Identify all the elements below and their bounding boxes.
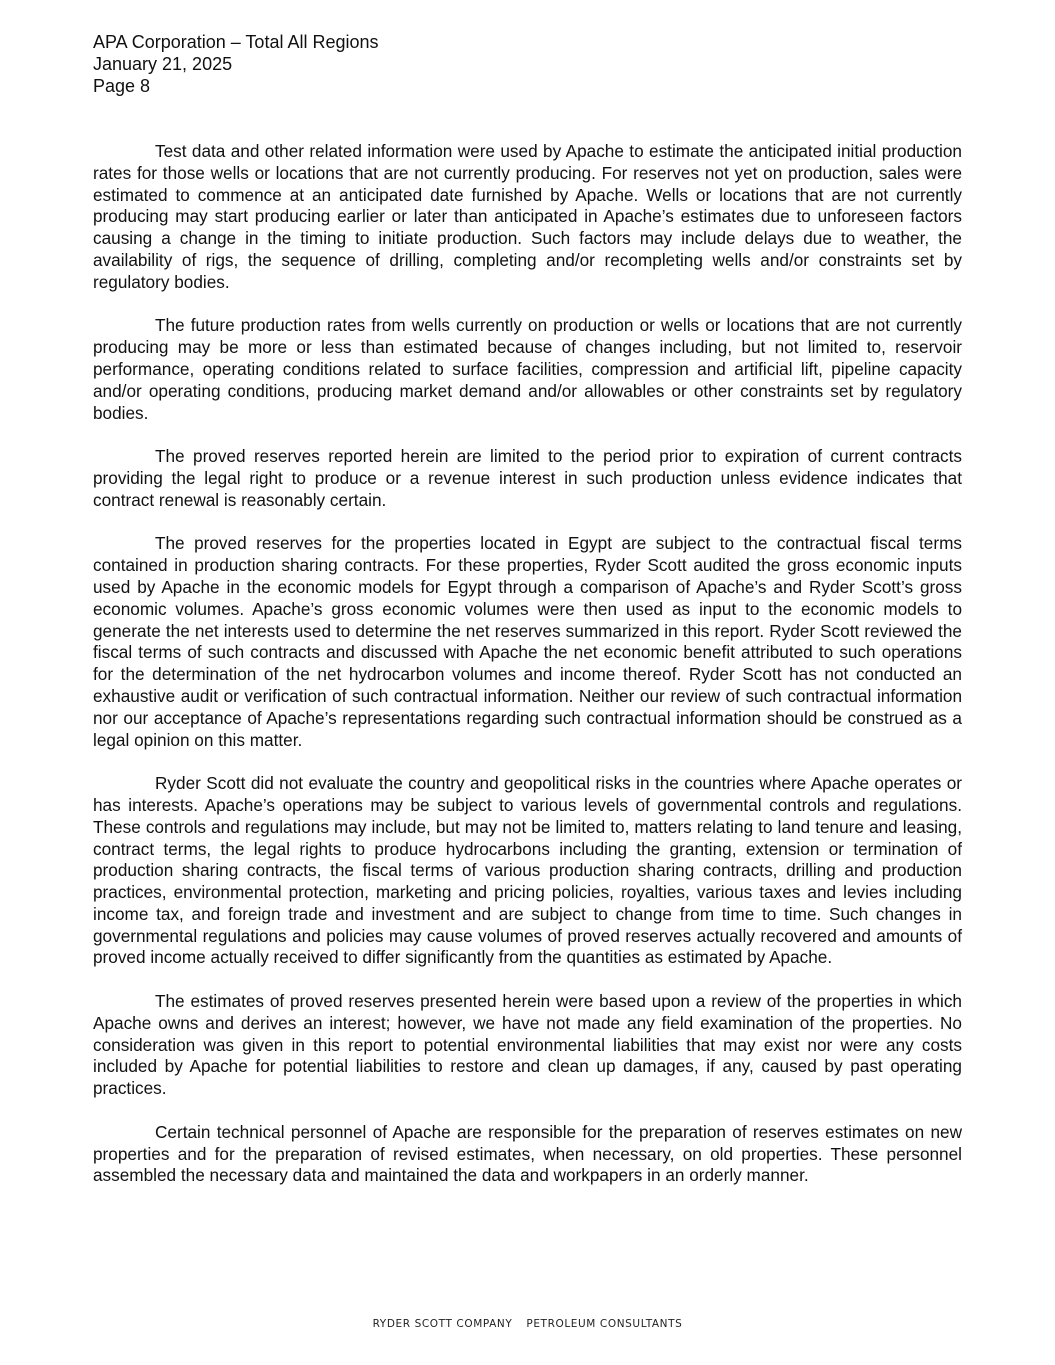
paragraph-test-data: Test data and other related information were used by Apache to estimate the anticipated initial production rates for those wells or locations that are not currently producing. For reserves not yet on production, sales were estimated to commence at an anticipated date furnished by Apache. Wells or locations that are not currently producing may start producing earlier or later than anticipated in Apache’s estimates due to unforeseen factors causing a change in the timing to initiate production. Such factors may include delays due to weather, the availability of rigs, the sequence of drilling, completing and/or recompleting wells and/or constraints set by regulatory bodies. (93, 141, 962, 292)
header-date: January 21, 2025 (93, 54, 233, 74)
footer-company: RYDER SCOTT COMPANY (372, 1318, 513, 1330)
paragraph-contract-limits: The proved reserves reported herein are limited to the period prior to expiration of current contracts providing the legal right to produce or a revenue interest in such production unless evidence indicates that contract renewal is reasonably certain. (93, 446, 962, 510)
letter-body (93, 141, 962, 1209)
paragraph-field-examination: The estimates of proved reserves presented herein were based upon a review of the properties in which Apache owns and derives an interest; however, we have not made any field examination of the properties. No consideration was given in this report to potential environmental liabilities that may exist nor were any costs included by Apache for potential liabilities to restore and clean up damages, if any, caused by past operating practices. (93, 991, 962, 1099)
footer-tagline: PETROLEUM CONSULTANTS (526, 1318, 683, 1330)
paragraph-egypt-psc: The proved reserves for the properties located in Egypt are subject to the contractual fiscal terms contained in production sharing contracts. For these properties, Ryder Scott audited the gross economic inputs used by Apache in the economic models for Egypt through a comparison of Apache’s and Ryder Scott’s gross economic volumes. Apache’s gross economic volumes were then used as input to the economic models to generate the net interests used to determine the net reserves summarized in this report. Ryder Scott reviewed the fiscal terms of such contracts and discussed with Apache the net economic benefit attributed to such operations for the determination of the net hydrocarbon volumes and income thereof. Ryder Scott has not conducted an exhaustive audit or verification of such contractual information. Neither our review of such contractual information nor our acceptance of Apache’s representations regarding such contractual information should be construed as a legal opinion on this matter. (93, 533, 962, 750)
paragraph-technical-personnel: Certain technical personnel of Apache are responsible for the preparation of reserves estimates on new properties and for the preparation of revised estimates, when necessary, on old properties. These personnel assembled the necessary data and maintained the data and workpapers in an orderly manner. (93, 1121, 962, 1186)
page-footer (0, 1318, 1055, 1330)
header-title: APA Corporation – Total All Regions (93, 32, 379, 52)
paragraph-geopolitical-risk: Ryder Scott did not evaluate the country and geopolitical risks in the countries where Apache operates or has interests. Apache’s operations may be subject to various levels of governmental controls and regulations. These controls and regulations may include, but may not be limited to, matters relating to land tenure and leasing, contract terms, the legal rights to produce hydrocarbons including the granting, extension or termination of production sharing contracts, the fiscal terms of various production sharing contracts, drilling and production practices, environmental protection, marketing and pricing policies, royalties, various taxes and levies including income tax, and foreign trade and investment and are subject to change from time to time. Such changes in governmental regulations and policies may cause volumes of proved reserves actually recovered and amounts of proved income actually received to differ significantly from the quantities as estimated by Apache. (93, 773, 962, 968)
header-page-number: Page 8 (93, 76, 151, 96)
letter-header (93, 31, 379, 97)
paragraph-future-production: The future production rates from wells currently on production or wells or locations that are not currently producing may be more or less than estimated because of changes including, but not limited to, reservoir performance, operating conditions related to surface facilities, compression and artificial lift, pipeline capacity and/or operating conditions, producing market demand and/or allowables or other constraints set by regulatory bodies. (93, 315, 962, 423)
